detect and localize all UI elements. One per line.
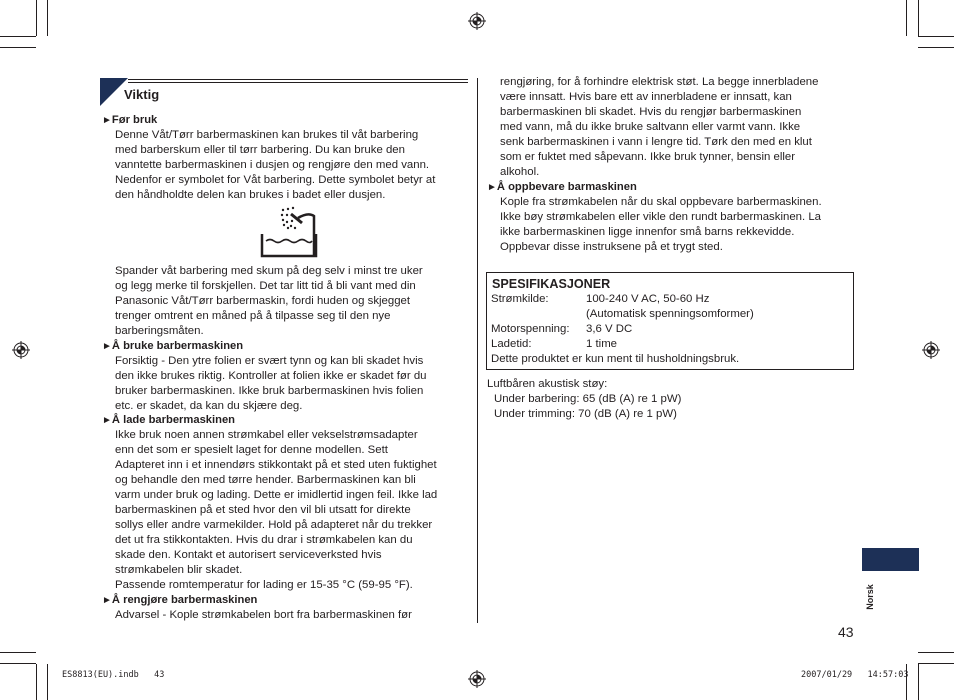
body-line: Ikke bruk noen annen strømkabel eller vekselstrømsadapter bbox=[115, 429, 418, 441]
body-line: ikke barbermaskinen ligge innenfor små barns rekkevidde. bbox=[500, 226, 795, 238]
body-line: Adapteret inn i et innendørs stikkontakt på et sted uten fuktighet bbox=[115, 459, 437, 471]
body-line: Ikke bøy strømkabelen eller vikle den rundt barbermaskinen. La bbox=[500, 211, 821, 223]
subheading-lade: ►Å lade barbermaskinen bbox=[102, 414, 236, 426]
registration-mark-icon bbox=[468, 670, 486, 688]
crop-mark bbox=[918, 663, 954, 664]
body-line: etc. er skadet, da kan du skjære deg. bbox=[115, 400, 303, 412]
body-line: som er fuktet med såpevann. Ikke bruk tynner, bensin eller bbox=[500, 151, 796, 163]
spec-value: (Automatisk spenningsomformer) bbox=[586, 308, 754, 320]
body-line: med barberskum eller til tørr barbering. Du kan bruke den bbox=[115, 144, 405, 156]
noise-line: Under barbering: 65 (dB (A) re 1 pW) bbox=[494, 393, 682, 405]
shower-bath-icon bbox=[260, 206, 322, 258]
crop-mark bbox=[918, 0, 919, 36]
crop-mark bbox=[0, 663, 36, 664]
body-line: sollys eller andre varmekilder. Hold på adapteret når du trekker bbox=[115, 519, 433, 531]
body-line: Passende romtemperatur for lading er 15-35 °C (59-95 °F). bbox=[115, 579, 413, 591]
spec-value: 100-240 V AC, 50-60 Hz bbox=[586, 293, 710, 305]
viktig-header bbox=[100, 78, 468, 106]
crop-mark bbox=[36, 664, 37, 700]
registration-mark-icon bbox=[468, 12, 486, 30]
body-line: skade den. Kontakt et autorisert serviceverksted hvis bbox=[115, 549, 382, 561]
body-line: og legg merke til forskjellen. Det tar litt tid å bli vant med din bbox=[115, 280, 416, 292]
body-line: strømkabelen blir skadet. bbox=[115, 564, 243, 576]
spec-note: Dette produktet er kun ment til husholdningsbruk. bbox=[491, 353, 740, 365]
crop-mark bbox=[906, 0, 907, 36]
body-line: det ut fra stikkontakten. Hvis du drar i strømkabelen kan du bbox=[115, 534, 413, 546]
crop-mark bbox=[0, 652, 36, 653]
noise-title: Luftbåren akustisk støy: bbox=[487, 378, 608, 390]
body-line: Oppbevar disse instruksene på et trygt sted. bbox=[500, 241, 723, 253]
body-line: Panasonic Våt/Tørr barbermaskin, fordi huden og skjegget bbox=[115, 295, 411, 307]
footer-date: 2007/01/29 14:57:03 bbox=[801, 670, 909, 680]
body-line: rengjøring, for å forhindre elektrisk støt. La begge innerbladene bbox=[500, 76, 819, 88]
spec-value: 1 time bbox=[586, 338, 618, 350]
body-line: Kople fra strømkabelen når du skal oppbevare barbermaskinen. bbox=[500, 196, 822, 208]
body-line: barbermaskinen bli skadet. Hvis du rengjør barbermaskinen bbox=[500, 106, 802, 118]
arrow-icon: ► bbox=[487, 182, 497, 193]
crop-mark bbox=[36, 0, 37, 36]
body-line: med vann, må du ikke bruke saltvann eller varmt vann. Ikke bbox=[500, 121, 801, 133]
crop-mark bbox=[0, 47, 36, 48]
registration-mark-icon bbox=[12, 341, 30, 359]
arrow-icon: ► bbox=[102, 341, 112, 352]
body-line: enn det som er spesielt laget for denne modellen. Sett bbox=[115, 444, 388, 456]
spec-value: 3,6 V DC bbox=[586, 323, 633, 335]
spec-label: Strømkilde: bbox=[491, 293, 549, 305]
crop-mark bbox=[47, 0, 48, 36]
body-line: Denne Våt/Tørr barbermaskinen kan brukes til våt barbering bbox=[115, 129, 419, 141]
header-rule bbox=[128, 82, 468, 83]
subheading-for-bruk: ►Før bruk bbox=[102, 114, 158, 126]
body-line: vanntette barbermaskinen i dusjen og rengjøre den med vann. bbox=[115, 159, 430, 171]
body-line: Nedenfor er symbolet for Våt barbering. Dette symbolet betyr at bbox=[115, 174, 436, 186]
noise-line: Under trimming: 70 (dB (A) re 1 pW) bbox=[494, 408, 677, 420]
crop-mark bbox=[918, 652, 954, 653]
body-line: Spander våt barbering med skum på deg selv i minst tre uker bbox=[115, 265, 423, 277]
page-number: 43 bbox=[838, 624, 854, 640]
body-line: barbermaskinen på et sted hvor den vil bli utsatt for direkte bbox=[115, 504, 411, 516]
body-line: og behandle den med tørre hender. Barbermaskinen kan bli bbox=[115, 474, 416, 486]
body-line: den ikke brukes riktig. Kontroller at folien ikke er skadet før du bbox=[115, 370, 427, 382]
body-line: alkohol. bbox=[500, 166, 540, 178]
body-line: Advarsel - Kople strømkabelen bort fra barbermaskinen før bbox=[115, 609, 412, 621]
arrow-icon: ► bbox=[102, 595, 112, 606]
body-line: barberingsmåten. bbox=[115, 325, 204, 337]
arrow-icon: ► bbox=[102, 415, 112, 426]
body-line: Forsiktig - Den ytre folien er svært tynn og kan bli skadet hvis bbox=[115, 355, 424, 367]
crop-mark bbox=[918, 47, 954, 48]
body-line: senk barbermaskinen i vann i lengre tid. Tørk den med en klut bbox=[500, 136, 812, 148]
crop-mark bbox=[0, 36, 36, 37]
header-rule bbox=[128, 79, 468, 80]
crop-mark bbox=[918, 36, 954, 37]
body-line: være innsatt. Hvis bare ett av innerbladene er innsatt, kan bbox=[500, 91, 792, 103]
footer-file: ES8813(EU).indb 43 bbox=[62, 670, 165, 680]
body-line: varm under bruk og lading. Dette er imidlertid ingen feil. Ikke lad bbox=[115, 489, 438, 501]
arrow-icon: ► bbox=[102, 115, 112, 126]
spec-label: Motorspenning: bbox=[491, 323, 570, 335]
subheading-bruke: ►Å bruke barbermaskinen bbox=[102, 340, 244, 352]
language-tab bbox=[862, 548, 919, 571]
spec-label: Ladetid: bbox=[491, 338, 532, 350]
crop-mark bbox=[918, 664, 919, 700]
registration-mark-icon bbox=[922, 341, 940, 359]
body-line: trenger omtrent en måned på å tilpasse seg til den nye bbox=[115, 310, 391, 322]
language-label: Norsk bbox=[864, 584, 875, 610]
body-line: bruker barbermaskinen. Ikke bruk barbermaskinen hvis folien bbox=[115, 385, 424, 397]
body-line: den håndholdte delen kan brukes i badet eller dusjen. bbox=[115, 189, 386, 201]
subheading-oppbevare: ►Å oppbevare barmaskinen bbox=[487, 181, 637, 193]
spec-title: SPESIFIKASJONER bbox=[492, 277, 611, 291]
section-title: Viktig bbox=[124, 87, 160, 102]
column-divider bbox=[477, 78, 478, 623]
crop-mark bbox=[47, 664, 48, 700]
subheading-rengjore: ►Å rengjøre barbermaskinen bbox=[102, 594, 258, 606]
